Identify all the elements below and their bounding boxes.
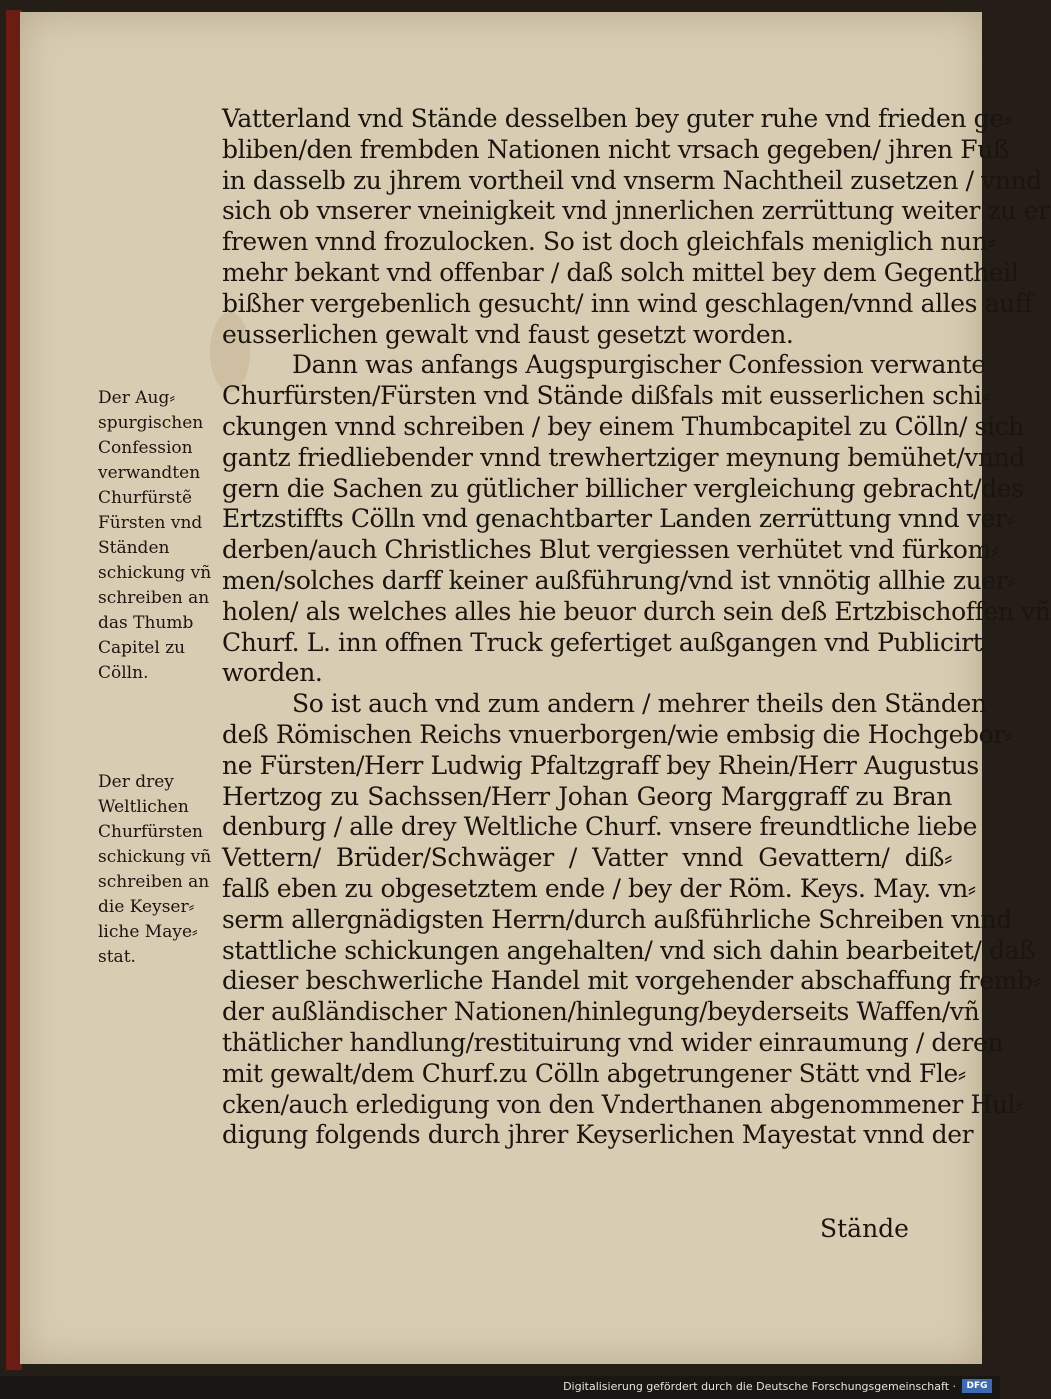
text-line: Churf. L. inn offnen Truck gefertiget außgangen vnd Publicirt <box>222 627 983 657</box>
text-line: derben/auch Christliches Blut vergiessen verhütet vnd fürkom⸗ <box>222 535 999 565</box>
text-line: Ertzstiffts Cölln vnd genachtbarter Landen zerrüttung vnnd ver⸗ <box>222 504 1015 534</box>
text-line: stattliche schickungen angehalten/ vnd sich dahin bearbeitet/ daß <box>222 935 1036 965</box>
text-line: dieser beschwerliche Handel mit vorgehender abschaffung fremb⸗ <box>222 966 1041 996</box>
text-line: der außländischer Nationen/hinlegung/beyderseits Waffen/vñ <box>222 997 980 1027</box>
dfg-logo: DFG <box>962 1379 992 1393</box>
margin-note-augsburg <box>98 386 250 686</box>
text-line: denburg / alle drey Weltliche Churf. vnsere freundtliche liebe <box>222 812 978 842</box>
text-line: serm allergnädigsten Herrn/durch außführliche Schreiben vnnd <box>222 904 1012 934</box>
margin-note-line: stat. <box>98 947 136 967</box>
main-text-block <box>222 104 1051 1151</box>
margin-note-line: verwandten <box>98 463 201 483</box>
text-line: gantz friedliebender vnnd trewhertziger meynung bemühet/vnnd <box>222 442 1025 472</box>
margin-note-line: Der Aug⸗ <box>98 388 175 408</box>
margin-note-line: Ständen <box>98 538 170 558</box>
text-line: men/solches darff keiner außführung/vnd ist vnnötig allhie zuer⸗ <box>222 565 1016 595</box>
margin-note-line: das Thumb <box>98 613 194 633</box>
text-line: Churfürsten/Fürsten vnd Stände dißfals mit eusserlichen schi⸗ <box>222 381 990 411</box>
margin-note-line: die Keyser⸗ <box>98 897 195 917</box>
text-line: ne Fürsten/Herr Ludwig Pfaltzgraff bey Rhein/Herr Augustus <box>222 750 979 780</box>
margin-note-line: schreiben an <box>98 872 210 892</box>
funding-credit: Digitalisierung gefördert durch die Deutsche Forschungsgemeinschaft · <box>563 1380 956 1393</box>
text-line: Vettern/ Brüder/Schwäger / Vatter vnnd Gevattern/ diß⸗ <box>222 843 952 873</box>
text-line: ckungen vnnd schreiben / bey einem Thumbcapitel zu Cölln/ sich <box>222 411 1024 441</box>
margin-note-line: Churfürsten <box>98 822 203 842</box>
text-line: sich ob vnserer vneinigkeit vnd jnnerlichen zerrüttung weiter zu er <box>222 196 1050 226</box>
margin-note-line: Fürsten vnd <box>98 513 203 533</box>
margin-note-weltliche <box>98 770 250 970</box>
margin-note-line: Cölln. <box>98 663 149 683</box>
margin-note-line: schreiben an <box>98 588 210 608</box>
text-line: Dann was anfangs Augspurgischer Confession verwante <box>292 350 986 380</box>
text-line: frewen vnnd frozulocken. So ist doch gleichfals meniglich nun⸗ <box>222 227 996 257</box>
text-line: thätlicher handlung/restituirung vnd wider einraumung / deren <box>222 1027 1004 1057</box>
text-line: falß eben zu obgesetztem ende / bey der Röm. Keys. May. vn⸗ <box>222 873 976 903</box>
catchword: Stände <box>820 1214 909 1243</box>
text-line: eusserlichen gewalt vnd faust gesetzt worden. <box>222 319 794 349</box>
text-line: Vatterland vnd Stände desselben bey guter ruhe vnd frieden ge⸗ <box>222 104 1012 133</box>
text-line: worden. <box>222 658 323 688</box>
text-line: cken/auch erledigung von den Vnderthanen abgenommener Hul⸗ <box>222 1089 1024 1119</box>
margin-note-line: Capitel zu <box>98 638 186 658</box>
text-line: So ist auch vnd zum andern / mehrer theils den Ständen <box>292 689 987 719</box>
text-line: digung folgends durch jhrer Keyserlichen Mayestat vnnd der <box>222 1120 974 1150</box>
margin-note-line: liche Maye⸗ <box>98 922 198 942</box>
text-line: deß Römischen Reichs vnuerborgen/wie embsig die Hochgebor⸗ <box>222 719 1013 749</box>
text-line: holen/ als welches alles hie beuor durch sein deß Ertzbischoffen vñ <box>222 596 1051 626</box>
margin-note-line: spurgischen <box>98 413 204 433</box>
margin-note-line: Der drey <box>98 772 174 792</box>
text-line: in dasselb zu jhrem vortheil vnd vnserm Nachtheil zusetzen / vnnd <box>222 165 1042 195</box>
margin-note-line: schickung vñ <box>98 847 212 867</box>
margin-note-line: schickung vñ <box>98 563 212 583</box>
margin-note-line: Churfürstẽ <box>98 488 193 508</box>
text-line: gern die Sachen zu gütlicher billicher vergleichung gebracht/des <box>222 473 1024 503</box>
text-line: Hertzog zu Sachssen/Herr Johan Georg Marggraff zu Bran <box>222 781 952 811</box>
text-line: mit gewalt/dem Churf.zu Cölln abgetrungener Stätt vnd Fle⸗ <box>222 1058 966 1088</box>
margin-note-line: Weltlichen <box>98 797 189 817</box>
margin-note-line: Confession <box>98 438 193 458</box>
text-line: bliben/den frembden Nationen nicht vrsach gegeben/ jhren Fuß <box>222 134 1010 164</box>
text-line: mehr bekant vnd offenbar / daß solch mittel bey dem Gegentheil <box>222 257 1019 287</box>
text-line: bißher vergebenlich gesucht/ inn wind geschlagen/vnnd alles auff <box>222 288 1033 318</box>
footer-bar <box>0 1376 1000 1399</box>
